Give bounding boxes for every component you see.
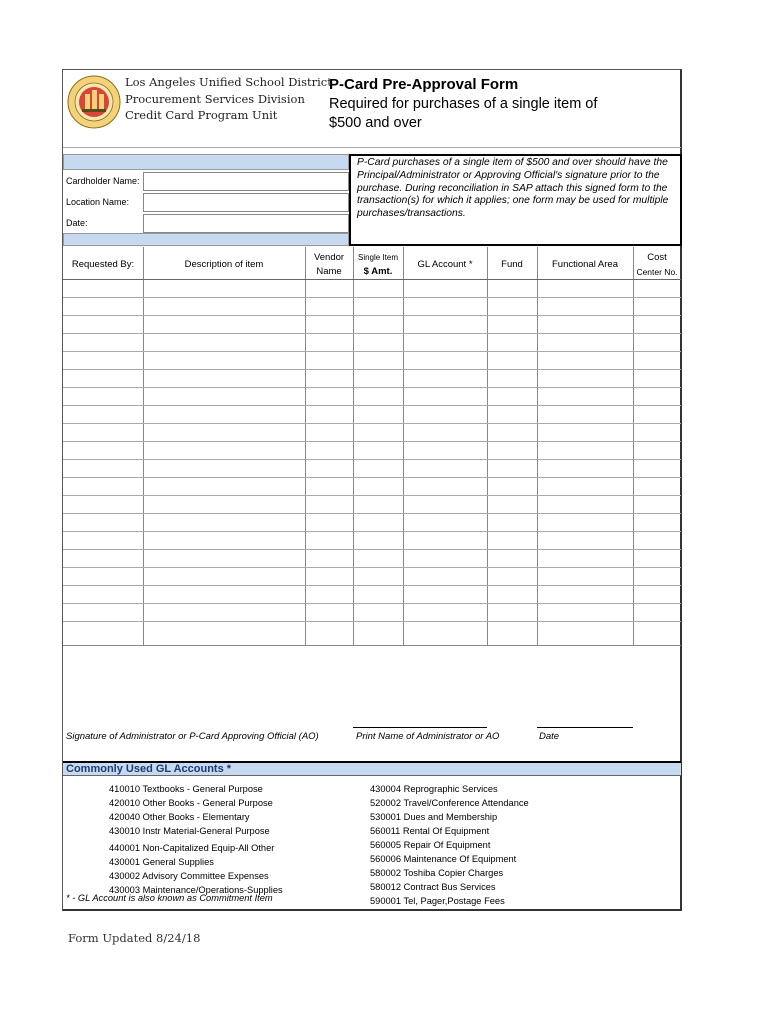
- location-name-field[interactable]: [143, 193, 349, 212]
- date-label: Date:: [66, 218, 88, 228]
- gl-accounts-heading: Commonly Used GL Accounts *: [63, 761, 681, 776]
- gl-item: 560005 Repair Of Equipment: [370, 840, 491, 850]
- col-functional-area: Functional Area: [551, 259, 618, 270]
- col-single-item-line1: Single Item: [357, 253, 399, 262]
- form-updated-date: Form Updated 8/24/18: [68, 931, 201, 945]
- org-name: [125, 74, 332, 124]
- col-vendor-line1: Vendor: [313, 252, 345, 263]
- gl-item: 560011 Rental Of Equipment: [370, 826, 490, 836]
- org-line-district: Los Angeles Unified School District: [125, 75, 332, 89]
- org-line-division: Procurement Services Division: [125, 91, 305, 106]
- col-description: Description of item: [184, 259, 264, 270]
- gl-item: 590001 Tel, Pager,Postage Fees: [370, 896, 505, 906]
- gl-item: 430003 Maintenance/Operations-Supplies: [109, 885, 283, 895]
- gl-right-list: [370, 782, 529, 908]
- gl-item: 440001 Non-Capitalized Equip-All Other: [109, 843, 275, 853]
- col-vendor-line2: Name: [316, 266, 342, 277]
- info-band-bottom: [63, 233, 349, 246]
- instructions-note: P-Card purchases of a single item of $500 and over should have the Principal/Administrator or Approving Official's signature prior to the purchase. During reconciliation in SAP attach this signed form to the transaction(s) for which it applies; one form may be used for multiple purchases/transactions.: [349, 154, 682, 246]
- gl-item: 580002 Toshiba Copier Charges: [370, 868, 504, 878]
- gl-item: 430001 General Supplies: [109, 857, 214, 867]
- info-band-top: [63, 154, 349, 170]
- gl-footnote: * - GL Account is also known as Commitment Item: [66, 893, 273, 903]
- col-cost-center: [633, 251, 681, 279]
- col-single-item: [353, 251, 403, 279]
- print-name-label: Print Name of Administrator or AO: [356, 731, 500, 742]
- purchase-table: [63, 247, 681, 647]
- form-subtitle: Required for purchases of a single item of $500 and over: [329, 96, 598, 131]
- col-amt-line2: $ Amt.: [363, 266, 393, 277]
- cardholder-name-field[interactable]: [143, 172, 349, 191]
- form-title: P-Card Pre-Approval Form: [329, 76, 519, 93]
- signature-date-label: Date: [539, 731, 560, 742]
- gl-item: 430004 Reprographic Services: [370, 784, 498, 794]
- gl-item: 530001 Dues and Membership: [370, 812, 498, 822]
- gl-item: 430002 Advisory Committee Expenses: [109, 871, 269, 881]
- org-line-unit: Credit Card Program Unit: [125, 108, 278, 122]
- col-cost-line1: Cost: [647, 252, 667, 263]
- cardholder-label: Cardholder Name:: [66, 176, 140, 186]
- gl-item: 430010 Instr Material-General Purpose: [109, 826, 270, 836]
- gl-item: 580012 Contract Bus Services: [370, 882, 496, 892]
- gl-item: 420040 Other Books - Elementary: [109, 812, 250, 822]
- pcard-form: [62, 69, 682, 911]
- location-label: Location Name:: [66, 197, 130, 207]
- district-seal-icon: [67, 75, 121, 129]
- date-field[interactable]: [143, 214, 349, 233]
- admin-signature-label: Signature of Administrator or P-Card Approving Official (AO): [66, 731, 319, 742]
- gl-item: 410010 Textbooks - General Purpose: [109, 784, 263, 794]
- gl-item: 420010 Other Books - General Purpose: [109, 798, 273, 808]
- col-cost-line2: Center No.: [636, 267, 678, 277]
- gl-item: 520002 Travel/Conference Attendance: [370, 798, 529, 808]
- gl-item: 560006 Maintenance Of Equipment: [370, 854, 517, 864]
- col-requested-by: Requested By:: [71, 259, 135, 270]
- gl-left-list: [109, 782, 283, 897]
- col-vendor: [305, 251, 353, 279]
- col-fund: Fund: [501, 259, 523, 270]
- col-gl-account: GL Account *: [417, 259, 473, 270]
